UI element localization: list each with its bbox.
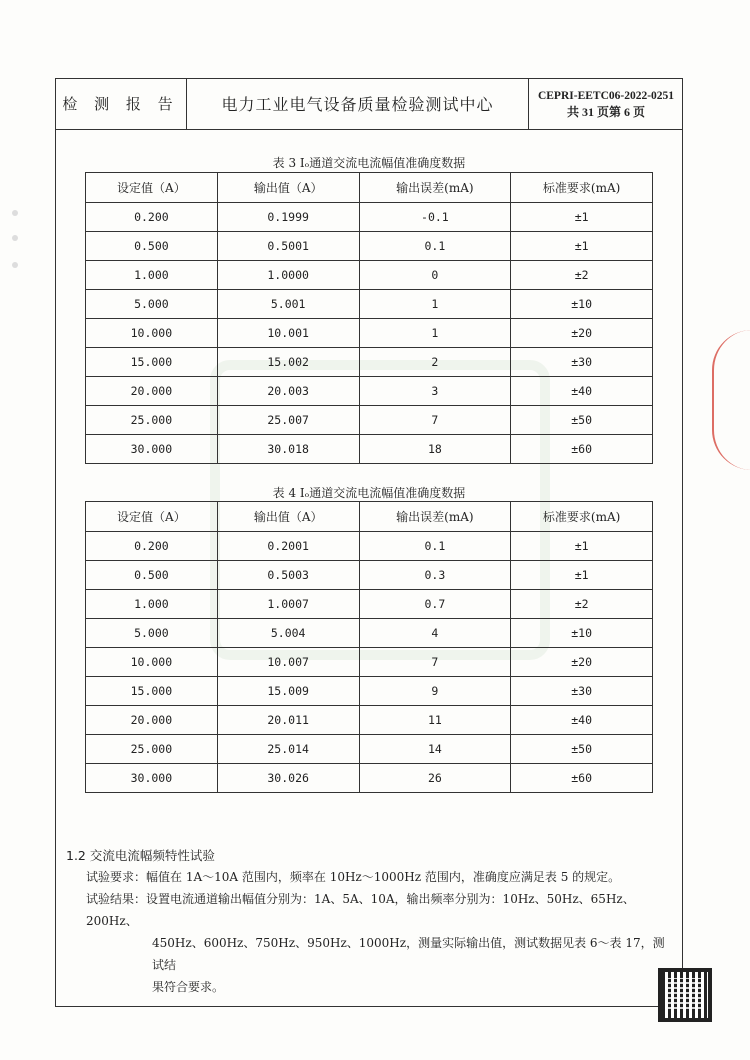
table3-caption: 表 3 Iₒ通道交流电流幅值准确度数据 bbox=[272, 156, 466, 170]
table-cell: 5.004 bbox=[217, 619, 359, 648]
table-cell: 11 bbox=[359, 706, 511, 735]
table3-header-cell: 输出值（A） bbox=[217, 173, 359, 203]
table-cell: ±50 bbox=[511, 735, 653, 764]
header-report-info bbox=[529, 78, 683, 129]
table-cell: 9 bbox=[359, 677, 511, 706]
table-cell: ±1 bbox=[511, 532, 653, 561]
table-cell: 0.3 bbox=[359, 561, 511, 590]
table-row bbox=[86, 319, 653, 348]
table-cell: 1.000 bbox=[86, 590, 218, 619]
table-cell: ±40 bbox=[511, 706, 653, 735]
report-number: CEPRI-EETC06-2022-0251 bbox=[537, 89, 675, 102]
table-row bbox=[86, 735, 653, 764]
scan-dot bbox=[12, 262, 18, 268]
table-cell: ±60 bbox=[511, 764, 653, 793]
table-row bbox=[86, 677, 653, 706]
table3 bbox=[85, 172, 653, 464]
table-cell: 14 bbox=[359, 735, 511, 764]
table-cell: ±30 bbox=[511, 677, 653, 706]
table-cell: 0.200 bbox=[86, 532, 218, 561]
table-cell: 0.7 bbox=[359, 590, 511, 619]
table-cell: 0.1 bbox=[359, 232, 511, 261]
test-requirement bbox=[86, 866, 676, 888]
table-cell: ±60 bbox=[511, 435, 653, 464]
requirement-text: 幅值在 1A～10A 范围内，频率在 10Hz～1000Hz 范围内，准确度应满足表 5 的规定。 bbox=[146, 870, 621, 884]
table-cell: 18 bbox=[359, 435, 511, 464]
result-line-1: 设置电流通道输出幅值分别为：1A、5A、10A，输出频率分别为：10Hz、50Hz、65Hz、200Hz、 bbox=[86, 892, 635, 928]
table-cell: 1 bbox=[359, 290, 511, 319]
table4 bbox=[85, 501, 653, 793]
table-cell: 20.003 bbox=[217, 377, 359, 406]
table-row bbox=[86, 590, 653, 619]
table4-caption: 表 4 Iₒ通道交流电流幅值准确度数据 bbox=[272, 486, 466, 500]
section-title: 1.2 交流电流幅频特性试验 bbox=[66, 848, 215, 863]
table-cell: 15.002 bbox=[217, 348, 359, 377]
table-cell: ±2 bbox=[511, 261, 653, 290]
header-report-label: 检 测 报 告 bbox=[55, 78, 187, 129]
table-cell: 7 bbox=[359, 648, 511, 677]
requirement-label: 试验要求： bbox=[86, 870, 147, 884]
table-row bbox=[86, 532, 653, 561]
table-cell: 1.0007 bbox=[217, 590, 359, 619]
table-row bbox=[86, 377, 653, 406]
table-row bbox=[86, 435, 653, 464]
table-row bbox=[86, 619, 653, 648]
table-cell: 7 bbox=[359, 406, 511, 435]
table-cell: 25.007 bbox=[217, 406, 359, 435]
seal-stamp-fragment bbox=[712, 330, 750, 470]
table-cell: 20.000 bbox=[86, 706, 218, 735]
header-organization: 电力工业电气设备质量检验测试中心 bbox=[187, 78, 529, 129]
table-cell: ±20 bbox=[511, 648, 653, 677]
table-row bbox=[86, 290, 653, 319]
table-cell: 0.5001 bbox=[217, 232, 359, 261]
table4-header-cell: 设定值（A） bbox=[86, 502, 218, 532]
table-row bbox=[86, 406, 653, 435]
table-cell: 10.001 bbox=[217, 319, 359, 348]
table3-header-cell: 标准要求(mA) bbox=[511, 173, 653, 203]
table-cell: ±40 bbox=[511, 377, 653, 406]
table-cell: 20.011 bbox=[217, 706, 359, 735]
table-cell: 0.500 bbox=[86, 561, 218, 590]
table-cell: 0.1 bbox=[359, 532, 511, 561]
table-cell: 10.000 bbox=[86, 648, 218, 677]
table-row bbox=[86, 648, 653, 677]
table-cell: 30.000 bbox=[86, 764, 218, 793]
table3-header-cell: 设定值（A） bbox=[86, 173, 218, 203]
table4-header-cell: 输出值（A） bbox=[217, 502, 359, 532]
table3-header-cell: 输出误差(mA) bbox=[359, 173, 511, 203]
table-cell: 25.000 bbox=[86, 406, 218, 435]
page-indicator: 共 31 页第 6 页 bbox=[566, 104, 645, 119]
table-cell: -0.1 bbox=[359, 203, 511, 232]
table4-header-row bbox=[86, 502, 653, 532]
table-cell: 2 bbox=[359, 348, 511, 377]
scan-dot bbox=[12, 210, 18, 216]
table-cell: ±20 bbox=[511, 319, 653, 348]
table-cell: 30.000 bbox=[86, 435, 218, 464]
scan-dot bbox=[12, 235, 18, 241]
table-cell: ±10 bbox=[511, 290, 653, 319]
table-cell: ±1 bbox=[511, 232, 653, 261]
table-cell: 0.1999 bbox=[217, 203, 359, 232]
table-cell: 30.026 bbox=[217, 764, 359, 793]
report-header bbox=[55, 78, 683, 130]
table-cell: 15.000 bbox=[86, 348, 218, 377]
table-cell: 10.007 bbox=[217, 648, 359, 677]
table-cell: 5.000 bbox=[86, 619, 218, 648]
table-cell: 26 bbox=[359, 764, 511, 793]
table-cell: 0.5003 bbox=[217, 561, 359, 590]
table-cell: 25.000 bbox=[86, 735, 218, 764]
table-cell: 30.018 bbox=[217, 435, 359, 464]
table-cell: 15.000 bbox=[86, 677, 218, 706]
table-cell: 3 bbox=[359, 377, 511, 406]
table-row bbox=[86, 203, 653, 232]
table-cell: 5.001 bbox=[217, 290, 359, 319]
table-cell: 0.200 bbox=[86, 203, 218, 232]
test-result bbox=[86, 888, 676, 998]
table-cell: ±50 bbox=[511, 406, 653, 435]
result-label: 试验结果： bbox=[86, 892, 147, 906]
table3-header-row bbox=[86, 173, 653, 203]
table-row bbox=[86, 706, 653, 735]
table-cell: ±30 bbox=[511, 348, 653, 377]
table-cell: ±1 bbox=[511, 203, 653, 232]
table-cell: ±10 bbox=[511, 619, 653, 648]
table-cell: 1.0000 bbox=[217, 261, 359, 290]
table-cell: ±1 bbox=[511, 561, 653, 590]
result-line-2: 450Hz、600Hz、750Hz、950Hz、1000Hz，测量实际输出值，测试数据见表 6～表 17，测试结 bbox=[152, 936, 665, 972]
table-row bbox=[86, 232, 653, 261]
table4-header-cell: 标准要求(mA) bbox=[511, 502, 653, 532]
table-row bbox=[86, 261, 653, 290]
table-cell: 0.500 bbox=[86, 232, 218, 261]
table-cell: 5.000 bbox=[86, 290, 218, 319]
table-cell: 10.000 bbox=[86, 319, 218, 348]
qr-code bbox=[658, 968, 712, 1022]
table-row bbox=[86, 561, 653, 590]
table-cell: 15.009 bbox=[217, 677, 359, 706]
table-cell: ±2 bbox=[511, 590, 653, 619]
table4-header-cell: 输出误差(mA) bbox=[359, 502, 511, 532]
table-cell: 1.000 bbox=[86, 261, 218, 290]
result-line-3: 果符合要求。 bbox=[152, 980, 225, 994]
table-row bbox=[86, 764, 653, 793]
table-cell: 0 bbox=[359, 261, 511, 290]
table-cell: 1 bbox=[359, 319, 511, 348]
table-cell: 20.000 bbox=[86, 377, 218, 406]
table-cell: 0.2001 bbox=[217, 532, 359, 561]
table-cell: 4 bbox=[359, 619, 511, 648]
table-cell: 25.014 bbox=[217, 735, 359, 764]
table-row bbox=[86, 348, 653, 377]
